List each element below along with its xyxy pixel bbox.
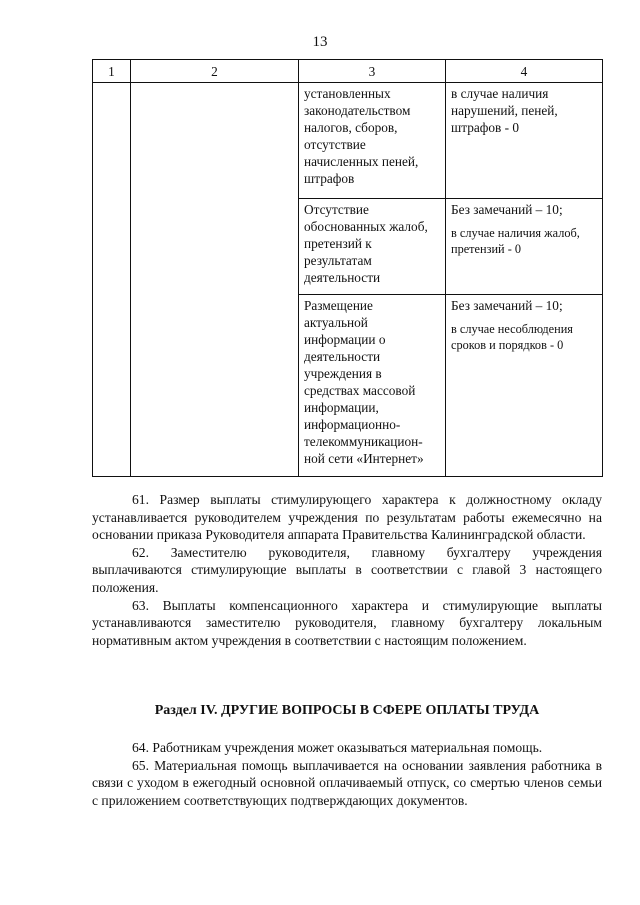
score-main: Без замечаний – 10; — [451, 298, 563, 313]
section-title: Раздел IV. ДРУГИЕ ВОПРОСЫ В СФЕРЕ ОПЛАТЫ ТРУДА — [154, 703, 540, 718]
row-number-cell — [93, 83, 131, 477]
score-cell — [446, 83, 603, 199]
paragraphs-block-2 — [92, 739, 602, 809]
score-main: Без замечаний – 10; — [451, 202, 563, 217]
score-sub: в случае наличия жалоб, претензий - 0 — [451, 226, 580, 256]
criterion-cell: Отсутствие обоснованных жалоб, претензий к результатам деятельности — [299, 199, 446, 295]
paragraph-61: 61. Размер выплаты стимулирующего характера к должностному окладу устанавливается руководителем учреждения по результатам работы ежемесячно на основании приказа Руководителя аппарата Правительства Калининградской области. — [92, 492, 602, 543]
criterion-cell: Размещение актуальной информации о деятельности учреждения в средствах массовой информации, информационно-телекоммуникацион-ной сети «Интернет» — [299, 295, 446, 477]
criteria-table — [92, 59, 603, 477]
paragraph-63: 63. Выплаты компенсационного характера и стимулирующие выплаты устанавливаются заместителю руководителя, главному бухгалтеру локальным нормативным актом учреждения в соответствии с настоящим положением. — [92, 597, 602, 648]
score-sub: в случае несоблюдения сроков и порядков - 0 — [451, 322, 573, 352]
paragraph-65: 65. Материальная помощь выплачивается на основании заявления работника в связи с уходом в ежегодный основной оплачиваемый отпуск, со смертью членов семьи с приложением соответствующих подтверждающих документов. — [92, 757, 602, 808]
criterion-cell: установленных законодательством налогов, сборов, отсутствие начисленных пеней, штрафов — [299, 83, 446, 199]
paragraph-62: 62. Заместителю руководителя, главному бухгалтеру учреждения выплачиваются стимулирующие выплаты в соответствии с главой 3 настоящего положения. — [92, 544, 602, 595]
column-header: 4 — [446, 60, 603, 83]
score-text: в случае наличия нарушений, пеней, штрафов - 0 — [451, 86, 558, 135]
indicator-cell — [131, 83, 299, 477]
score-cell — [446, 199, 603, 295]
column-header: 1 — [93, 60, 131, 83]
paragraph-64: 64. Работникам учреждения может оказываться материальная помощь. — [132, 740, 543, 755]
table-header-row — [93, 60, 603, 83]
column-header: 3 — [299, 60, 446, 83]
page-number: 13 — [312, 34, 328, 50]
score-cell — [446, 295, 603, 477]
column-header: 2 — [131, 60, 299, 83]
paragraphs-block-1 — [92, 491, 602, 649]
table-row — [93, 83, 603, 199]
